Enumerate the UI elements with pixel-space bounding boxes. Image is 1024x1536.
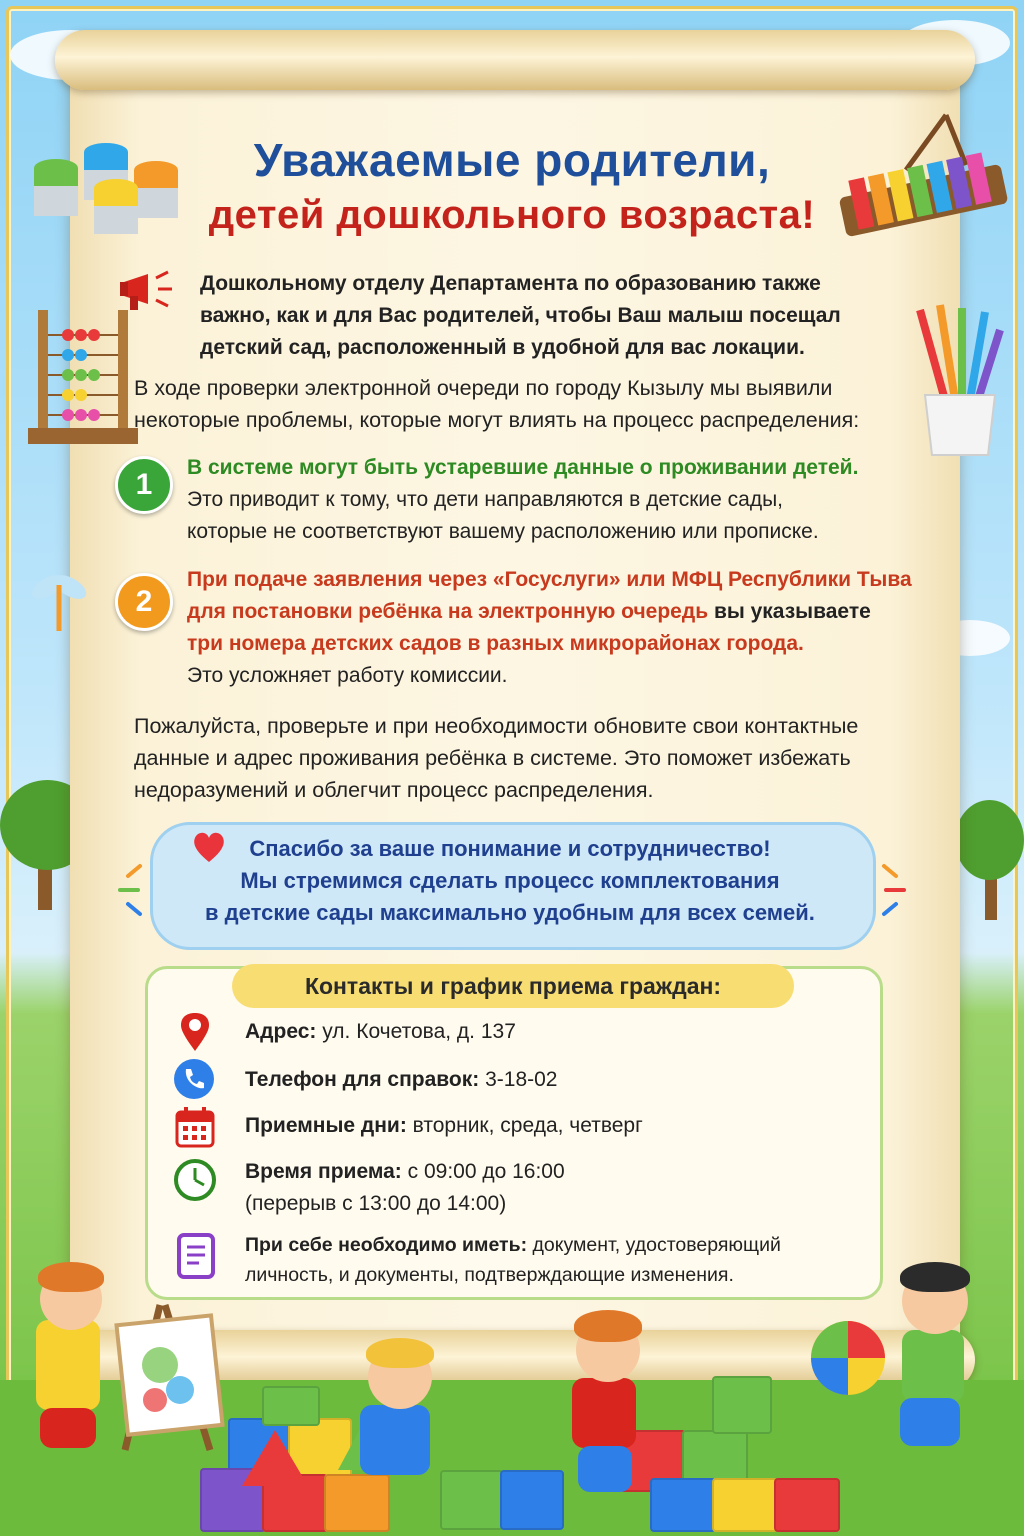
time-break: (перерыв с 13:00 до 14:00) [245, 1192, 507, 1215]
days-row [245, 1114, 643, 1138]
request-line-1: Пожалуйста, проверьте и при необходимости обновите свои контактные [134, 714, 859, 738]
kid-with-block-legs [578, 1446, 632, 1492]
toy-block [440, 1470, 504, 1530]
toy-block [712, 1376, 772, 1434]
phone-label: Телефон для справок: [245, 1068, 480, 1091]
item-2-line-2-highlight: для постановки ребёнка на электронную очередь [187, 600, 709, 623]
item-number-2: 2 [115, 573, 173, 631]
toy-block [324, 1474, 390, 1532]
kid-sitting-hair [366, 1338, 434, 1368]
kid-painter-hair [38, 1262, 104, 1292]
thanks-line-1: Спасибо за ваше понимание и сотрудничество! [249, 836, 771, 861]
kid-sitting [360, 1405, 430, 1475]
item-number-1: 1 [115, 456, 173, 514]
scroll-top-roll [55, 30, 975, 90]
toy-pyramid [240, 1428, 310, 1488]
easel-icon [100, 1295, 230, 1455]
item-1-line-3: которые не соответствуют вашему расположению или прописке. [187, 520, 819, 543]
thanks-line-2: Мы стремимся сделать процесс комплектования [240, 868, 780, 893]
contacts-title: Контакты и график приема граждан: [232, 964, 794, 1008]
abacus-icon [28, 300, 148, 450]
intro-line-2: важно, как и для Вас родителей, чтобы Ваш малыш посещал [200, 304, 841, 327]
title-line-2: детей дошкольного возраста! [208, 193, 816, 237]
item-2-line-3: три номера детских садов в разных микрорайонах города. [187, 632, 804, 655]
clock-icon [173, 1158, 217, 1202]
docs-row [245, 1234, 781, 1257]
item-1-heading: В системе могут быть устаревшие данные о проживании детей. [187, 456, 859, 479]
days-label: Приемные дни: [245, 1114, 407, 1137]
ball-icon [808, 1318, 888, 1398]
kid-running [902, 1330, 964, 1402]
item-2-line-2-rest: вы указываете [708, 600, 871, 623]
docs-label: При себе необходимо иметь: [245, 1234, 528, 1256]
item-2-line-4: Это усложняет работу комиссии. [187, 664, 508, 687]
item-2-line-1: При подаче заявления через «Госуслуги» или МФЦ Республики Тыва [187, 568, 912, 591]
time-value: с 09:00 до 16:00 [407, 1160, 565, 1183]
time-row [245, 1160, 565, 1184]
address-label: Адрес: [245, 1020, 317, 1043]
docs-value-2: личность, и документы, подтверждающие изменения. [245, 1264, 734, 1286]
toy-block [774, 1478, 840, 1532]
megaphone-icon [118, 262, 178, 318]
sparkle-right-icon [878, 860, 914, 920]
kid-painter-legs [40, 1408, 96, 1448]
intro-line-3: детский сад, расположенный в удобной для вас локации. [200, 336, 805, 359]
kid-with-block [572, 1378, 636, 1448]
kid-with-block-hair [574, 1310, 642, 1342]
address-row [245, 1020, 516, 1044]
time-label: Время приема: [245, 1160, 402, 1183]
request-line-2: данные и адрес проживания ребёнка в системе. Это поможет избежать [134, 746, 851, 770]
calendar-icon [174, 1106, 216, 1148]
location-pin-icon [178, 1012, 212, 1052]
toy-block [500, 1470, 564, 1530]
phone-value: 3-18-02 [485, 1068, 558, 1091]
sparkle-left-icon [110, 860, 146, 920]
toy-block [712, 1478, 778, 1532]
dragonfly-icon [28, 565, 88, 635]
document-icon [176, 1232, 216, 1280]
phone-row [245, 1068, 557, 1092]
kid-running-legs [900, 1398, 960, 1446]
title-line-1: Уважаемые родители, [253, 134, 771, 186]
toy-block [262, 1386, 320, 1426]
item-2-line-2 [187, 596, 871, 628]
pencil-cup-icon [900, 300, 1010, 460]
check-line-1: В ходе проверки электронной очереди по городу Кызылу мы выявили [134, 376, 833, 400]
check-line-2: некоторые проблемы, которые могут влиять на процесс распределения: [134, 408, 860, 432]
kid-running-hair [900, 1262, 970, 1292]
request-line-3: недоразумений и облегчит процесс распределения. [134, 778, 654, 802]
toy-block [650, 1478, 716, 1532]
intro-line-1: Дошкольному отделу Департамента по образованию также [200, 272, 821, 295]
docs-value: документ, удостоверяющий [532, 1234, 781, 1256]
days-value: вторник, среда, четверг [412, 1114, 643, 1137]
kid-painter [36, 1320, 100, 1410]
phone-icon [173, 1058, 215, 1100]
tree [955, 800, 1024, 880]
address-value: ул. Кочетова, д. 137 [322, 1020, 516, 1043]
thanks-line-3: в детские сады максимально удобным для всех семей. [205, 900, 815, 925]
item-1-line-2: Это приводит к тому, что дети направляются в детские сады, [187, 488, 784, 511]
